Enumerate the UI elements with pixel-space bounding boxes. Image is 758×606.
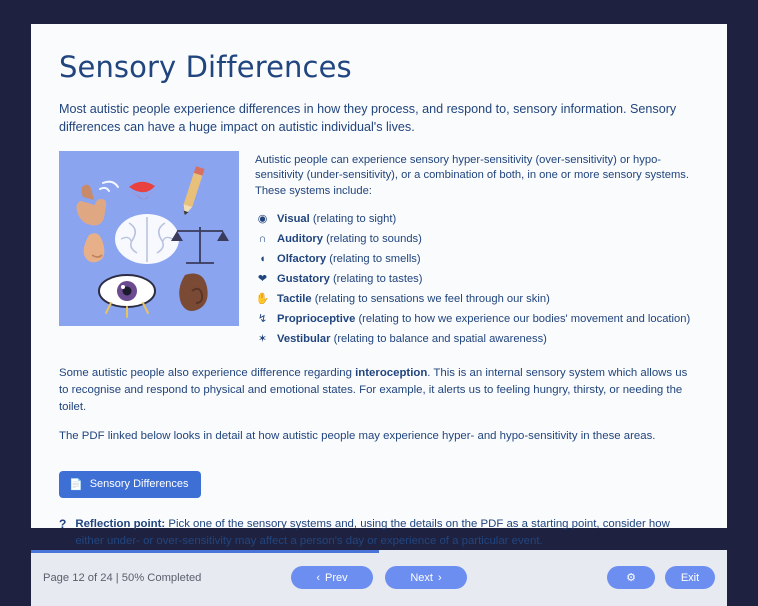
slide-content <box>31 24 727 550</box>
next-button[interactable] <box>385 566 467 589</box>
sense-name: Tactile <box>277 292 312 305</box>
sense-desc: (relating to smells) <box>329 253 421 266</box>
sense-desc: (relating to sight) <box>312 213 397 226</box>
sensory-systems-column <box>255 151 699 351</box>
balance-icon: ✶ <box>257 332 268 345</box>
reflection-body: Pick one of the sensory systems and, using the details on the PDF as a starting point, consider how either under- or over-sensitivity may affect a person's day or experience of a particular event. <box>75 517 670 547</box>
reflection-point <box>59 516 699 550</box>
list-item <box>255 211 699 228</box>
list-item <box>255 331 699 348</box>
interoception-post: . This is an internal sensory system which allows us to recognise and respond to physical and emotional states. For example, it alerts us to feeling hungry, thirsty, or needing the toilet. <box>59 366 688 413</box>
content-row <box>59 151 699 351</box>
sense-name: Vestibular <box>277 332 331 345</box>
document-icon: 📄 <box>69 478 83 491</box>
sense-desc: (relating to how we experience our bodies' movement and location) <box>358 312 691 325</box>
course-slide-window <box>31 24 727 585</box>
interoception-pre: Some autistic people also experience difference regarding <box>59 366 356 379</box>
prev-button-label: Prev <box>325 571 348 584</box>
question-mark-icon: ? <box>59 516 67 531</box>
progress-bar <box>31 550 379 553</box>
sense-name: Auditory <box>277 233 323 246</box>
tongue-icon: ❤ <box>257 273 268 286</box>
prev-button[interactable] <box>291 566 373 589</box>
chevron-left-icon: ‹ <box>316 571 321 584</box>
intro-paragraph: Most autistic people experience differences in how they process, and respond to, sensory information. Sensory differences can have a huge impact on autistic individual's lives. <box>59 102 677 135</box>
interoception-term: interoception <box>355 366 428 379</box>
sense-desc: (relating to balance and spatial awareness) <box>333 332 547 345</box>
slide-footer <box>31 550 727 606</box>
headphones-icon: ∩ <box>258 233 267 246</box>
sensory-differences-pdf-button[interactable] <box>59 471 201 498</box>
list-item <box>255 271 699 288</box>
reflection-label: Reflection point: <box>75 517 166 530</box>
reflection-text-block <box>75 516 699 550</box>
running-person-icon: ↯ <box>257 312 268 325</box>
sense-desc: (relating to sounds) <box>326 233 422 246</box>
pdf-intro-paragraph: The PDF linked below looks in detail at how autistic people may experience hyper- and hypo-sensitivity in these areas. <box>59 430 656 443</box>
sense-name: Olfactory <box>277 253 327 266</box>
list-item <box>255 251 699 268</box>
sense-name: Gustatory <box>277 273 330 286</box>
eye-icon: ◉ <box>257 213 268 226</box>
nose-icon: ◖ <box>259 253 266 266</box>
list-item <box>255 231 699 248</box>
sensitivity-lead-text: Autistic people can experience sensory hyper-sensitivity (over-sensitivity) or hypo-sensitivity (under-sensitivity), or a combination of both, in one or more sensory systems. These systems include: <box>255 153 690 198</box>
sensory-illustration <box>59 151 239 326</box>
hand-icon: ✋ <box>255 292 270 305</box>
sense-name: Proprioceptive <box>277 312 356 325</box>
page-title: Sensory Differences <box>59 50 352 84</box>
next-button-label: Next <box>410 571 433 584</box>
list-item <box>255 291 699 308</box>
exit-button[interactable]: Exit <box>665 566 715 589</box>
interoception-paragraph <box>59 365 699 416</box>
list-item <box>255 311 699 328</box>
footer-right-buttons <box>607 566 715 589</box>
sense-name: Visual <box>277 213 310 226</box>
navigation-buttons <box>291 566 467 589</box>
chevron-right-icon: › <box>437 571 442 584</box>
sense-desc: (relating to tastes) <box>332 273 423 286</box>
page-status-text: Page 12 of 24 | 50% Completed <box>43 571 202 584</box>
pdf-button-label: Sensory Differences <box>89 478 189 491</box>
sense-desc: (relating to sensations we feel through our skin) <box>314 292 550 305</box>
settings-button[interactable] <box>607 566 655 589</box>
sensory-systems-list <box>255 211 699 348</box>
gear-icon: ⚙ <box>626 572 636 585</box>
